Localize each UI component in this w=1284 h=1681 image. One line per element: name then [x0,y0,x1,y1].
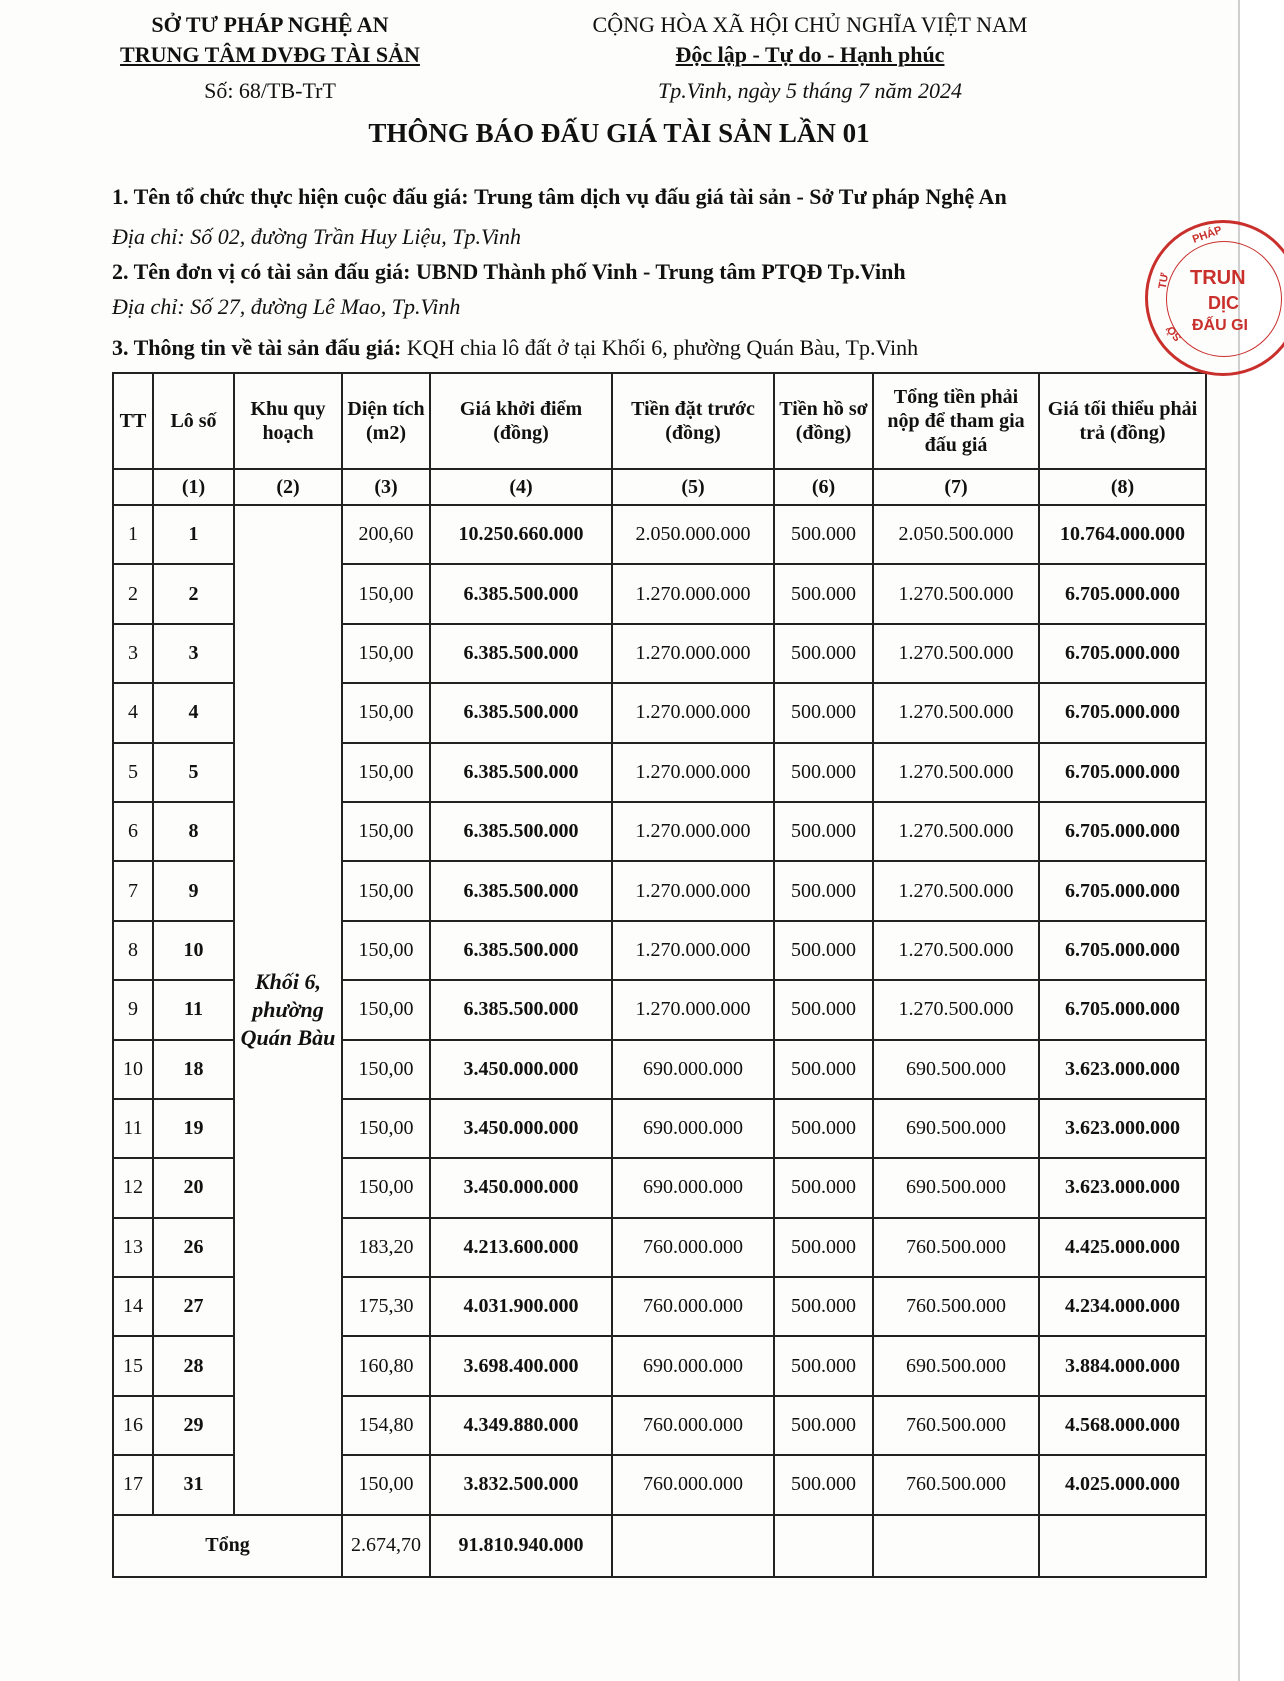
cell-deposit: 690.000.000 [612,1040,774,1099]
total-label: Tổng [113,1515,342,1577]
section-1-value: Trung tâm dịch vụ đấu giá tài sản - Sở Tư pháp Nghệ An [474,184,1007,209]
cell-area: 150,00 [342,624,430,683]
cell-start: 6.385.500.000 [430,743,612,802]
cell-min: 6.705.000.000 [1039,743,1206,802]
center-name: TRUNG TÂM DVĐG TÀI SẢN [120,42,420,67]
cell-fee: 500.000 [774,743,873,802]
cell-deposit: 690.000.000 [612,1099,774,1158]
cell-tt: 17 [113,1455,153,1514]
empty-cell [612,1515,774,1577]
cell-lot: 31 [153,1455,234,1514]
cell-zone: Khối 6, phường Quán Bàu [234,505,342,1515]
cell-area: 200,60 [342,505,430,564]
cell-lot: 27 [153,1277,234,1336]
cell-lot: 9 [153,861,234,920]
cell-lot: 8 [153,802,234,861]
cell-area: 160,80 [342,1336,430,1395]
cell-start: 4.349.880.000 [430,1396,612,1455]
cell-deposit: 690.000.000 [612,1336,774,1395]
cell-lot: 4 [153,683,234,742]
cell-tt: 4 [113,683,153,742]
cell-start: 6.385.500.000 [430,921,612,980]
red-seal-stamp: TRUN DỊC ĐẤU GI PHÁP TƯ SỞ [1145,220,1284,376]
cell-tt: 6 [113,802,153,861]
table-total-row [113,1515,1206,1577]
cell-lot: 29 [153,1396,234,1455]
cell-start: 6.385.500.000 [430,980,612,1039]
cell-min: 6.705.000.000 [1039,624,1206,683]
empty-cell [873,1515,1039,1577]
cell-deposit: 760.000.000 [612,1218,774,1277]
cell-fee: 500.000 [774,921,873,980]
cell-fee: 500.000 [774,624,873,683]
cell-fee: 500.000 [774,1218,873,1277]
cell-fee: 500.000 [774,1396,873,1455]
cell-start: 6.385.500.000 [430,683,612,742]
colnum-1: (1) [153,469,234,505]
cell-tt: 9 [113,980,153,1039]
cell-start: 3.450.000.000 [430,1158,612,1217]
cell-min: 4.234.000.000 [1039,1277,1206,1336]
table-header-row [113,373,1206,469]
cell-area: 150,00 [342,802,430,861]
section-3 [112,333,918,363]
cell-area: 150,00 [342,1040,430,1099]
cell-min: 6.705.000.000 [1039,802,1206,861]
total-start-price: 91.810.940.000 [430,1515,612,1577]
colnum-4: (4) [430,469,612,505]
table-body [113,505,1206,1577]
auction-table [112,372,1207,1578]
cell-deposit: 1.270.000.000 [612,743,774,802]
cell-total: 690.500.000 [873,1336,1039,1395]
cell-tt: 10 [113,1040,153,1099]
total-area: 2.674,70 [342,1515,430,1577]
cell-area: 150,00 [342,1158,430,1217]
cell-total: 1.270.500.000 [873,921,1039,980]
cell-min: 10.764.000.000 [1039,505,1206,564]
cell-min: 6.705.000.000 [1039,683,1206,742]
empty-cell [774,1515,873,1577]
cell-total: 1.270.500.000 [873,802,1039,861]
section-2-label: 2. Tên đơn vị có tài sản đấu giá: [112,259,411,284]
cell-tt: 16 [113,1396,153,1455]
cell-area: 150,00 [342,861,430,920]
cell-start: 6.385.500.000 [430,861,612,920]
cell-lot: 10 [153,921,234,980]
cell-fee: 500.000 [774,1277,873,1336]
cell-total: 690.500.000 [873,1099,1039,1158]
cell-area: 150,00 [342,921,430,980]
cell-lot: 26 [153,1218,234,1277]
cell-fee: 500.000 [774,980,873,1039]
cell-tt: 8 [113,921,153,980]
cell-min: 3.623.000.000 [1039,1040,1206,1099]
section-2-address: Địa chỉ: Số 27, đường Lê Mao, Tp.Vinh [112,294,461,319]
cell-deposit: 1.270.000.000 [612,564,774,623]
cell-tt: 14 [113,1277,153,1336]
national-title: CỘNG HÒA XÃ HỘI CHỦ NGHĨA VIỆT NAM [592,12,1028,37]
cell-start: 10.250.660.000 [430,505,612,564]
national-motto: Độc lập - Tự do - Hạnh phúc [675,42,945,67]
colnum-8: (8) [1039,469,1206,505]
section-3-label: 3. Thông tin về tài sản đấu giá: [112,335,402,360]
cell-area: 150,00 [342,743,430,802]
cell-total: 1.270.500.000 [873,564,1039,623]
cell-fee: 500.000 [774,1455,873,1514]
col-fee: Tiền hồ sơ (đồng) [774,373,873,469]
cell-area: 150,00 [342,1099,430,1158]
cell-area: 150,00 [342,683,430,742]
colnum-5: (5) [612,469,774,505]
cell-deposit: 1.270.000.000 [612,921,774,980]
cell-area: 175,30 [342,1277,430,1336]
cell-deposit: 1.270.000.000 [612,980,774,1039]
cell-tt: 15 [113,1336,153,1395]
cell-tt: 7 [113,861,153,920]
cell-total: 2.050.500.000 [873,505,1039,564]
section-2 [112,257,906,287]
col-min-price: Giá tối thiểu phải trả (đồng) [1039,373,1206,469]
cell-tt: 11 [113,1099,153,1158]
col-start-price: Giá khởi điểm (đồng) [430,373,612,469]
cell-deposit: 1.270.000.000 [612,624,774,683]
cell-deposit: 760.000.000 [612,1396,774,1455]
doc-date: Tp.Vinh, ngày 5 tháng 7 năm 2024 [658,78,962,103]
cell-lot: 28 [153,1336,234,1395]
cell-total: 1.270.500.000 [873,624,1039,683]
section-1 [112,182,1007,212]
section-1-address: Địa chỉ: Số 02, đường Trần Huy Liệu, Tp.Vinh [112,224,521,249]
cell-fee: 500.000 [774,683,873,742]
cell-total: 1.270.500.000 [873,683,1039,742]
cell-lot: 5 [153,743,234,802]
col-deposit: Tiền đặt trước (đồng) [612,373,774,469]
cell-fee: 500.000 [774,1099,873,1158]
section-1-label: 1. Tên tổ chức thực hiện cuộc đấu giá: [112,184,469,209]
cell-start: 6.385.500.000 [430,624,612,683]
cell-area: 150,00 [342,1455,430,1514]
col-total-pay: Tổng tiền phải nộp để tham gia đấu giá [873,373,1039,469]
cell-min: 6.705.000.000 [1039,564,1206,623]
cell-deposit: 760.000.000 [612,1455,774,1514]
section-2-value: UBND Thành phố Vinh - Trung tâm PTQĐ Tp.Vinh [415,259,906,284]
cell-fee: 500.000 [774,802,873,861]
empty-cell [1039,1515,1206,1577]
cell-area: 183,20 [342,1218,430,1277]
table-colnum-row [113,469,1206,505]
cell-total: 1.270.500.000 [873,980,1039,1039]
doc-number: Số: 68/TB-TrT [204,78,336,103]
section-3-value: KQH chia lô đất ở tại Khối 6, phường Quán Bàu, Tp.Vinh [406,335,919,360]
colnum-7: (7) [873,469,1039,505]
col-area: Diện tích (m2) [342,373,430,469]
cell-min: 3.623.000.000 [1039,1099,1206,1158]
cell-lot: 20 [153,1158,234,1217]
department-name: SỞ TƯ PHÁP NGHỆ AN [151,12,389,37]
cell-deposit: 1.270.000.000 [612,683,774,742]
cell-total: 760.500.000 [873,1277,1039,1336]
cell-min: 4.425.000.000 [1039,1218,1206,1277]
cell-total: 1.270.500.000 [873,743,1039,802]
cell-min: 4.568.000.000 [1039,1396,1206,1455]
cell-lot: 2 [153,564,234,623]
cell-area: 150,00 [342,564,430,623]
cell-fee: 500.000 [774,564,873,623]
cell-deposit: 760.000.000 [612,1277,774,1336]
cell-min: 3.623.000.000 [1039,1158,1206,1217]
cell-start: 4.031.900.000 [430,1277,612,1336]
col-zone: Khu quy hoạch [234,373,342,469]
cell-total: 760.500.000 [873,1455,1039,1514]
colnum-6: (6) [774,469,873,505]
col-tt: TT [113,373,153,469]
cell-min: 6.705.000.000 [1039,980,1206,1039]
cell-fee: 500.000 [774,1158,873,1217]
cell-lot: 18 [153,1040,234,1099]
cell-total: 690.500.000 [873,1040,1039,1099]
cell-min: 6.705.000.000 [1039,921,1206,980]
cell-tt: 1 [113,505,153,564]
cell-fee: 500.000 [774,1040,873,1099]
cell-min: 6.705.000.000 [1039,861,1206,920]
colnum-3: (3) [342,469,430,505]
cell-lot: 19 [153,1099,234,1158]
cell-total: 760.500.000 [873,1218,1039,1277]
cell-fee: 500.000 [774,1336,873,1395]
cell-deposit: 1.270.000.000 [612,861,774,920]
cell-start: 3.450.000.000 [430,1040,612,1099]
cell-tt: 2 [113,564,153,623]
cell-total: 690.500.000 [873,1158,1039,1217]
cell-tt: 5 [113,743,153,802]
cell-fee: 500.000 [774,861,873,920]
cell-area: 150,00 [342,980,430,1039]
cell-start: 3.832.500.000 [430,1455,612,1514]
cell-lot: 11 [153,980,234,1039]
cell-min: 3.884.000.000 [1039,1336,1206,1395]
cell-lot: 1 [153,505,234,564]
cell-lot: 3 [153,624,234,683]
cell-start: 3.450.000.000 [430,1099,612,1158]
header-left [110,10,430,106]
cell-tt: 12 [113,1158,153,1217]
table-row [113,505,1206,564]
cell-start: 4.213.600.000 [430,1218,612,1277]
cell-area: 154,80 [342,1396,430,1455]
cell-start: 6.385.500.000 [430,802,612,861]
cell-min: 4.025.000.000 [1039,1455,1206,1514]
colnum-2: (2) [234,469,342,505]
cell-deposit: 2.050.000.000 [612,505,774,564]
cell-start: 6.385.500.000 [430,564,612,623]
cell-start: 3.698.400.000 [430,1336,612,1395]
cell-fee: 500.000 [774,505,873,564]
cell-tt: 13 [113,1218,153,1277]
cell-deposit: 1.270.000.000 [612,802,774,861]
cell-tt: 3 [113,624,153,683]
cell-deposit: 690.000.000 [612,1158,774,1217]
header-right [560,10,1060,106]
cell-total: 1.270.500.000 [873,861,1039,920]
cell-total: 760.500.000 [873,1396,1039,1455]
col-lot: Lô số [153,373,234,469]
page-title: THÔNG BÁO ĐẤU GIÁ TÀI SẢN LẦN 01 [368,118,870,148]
